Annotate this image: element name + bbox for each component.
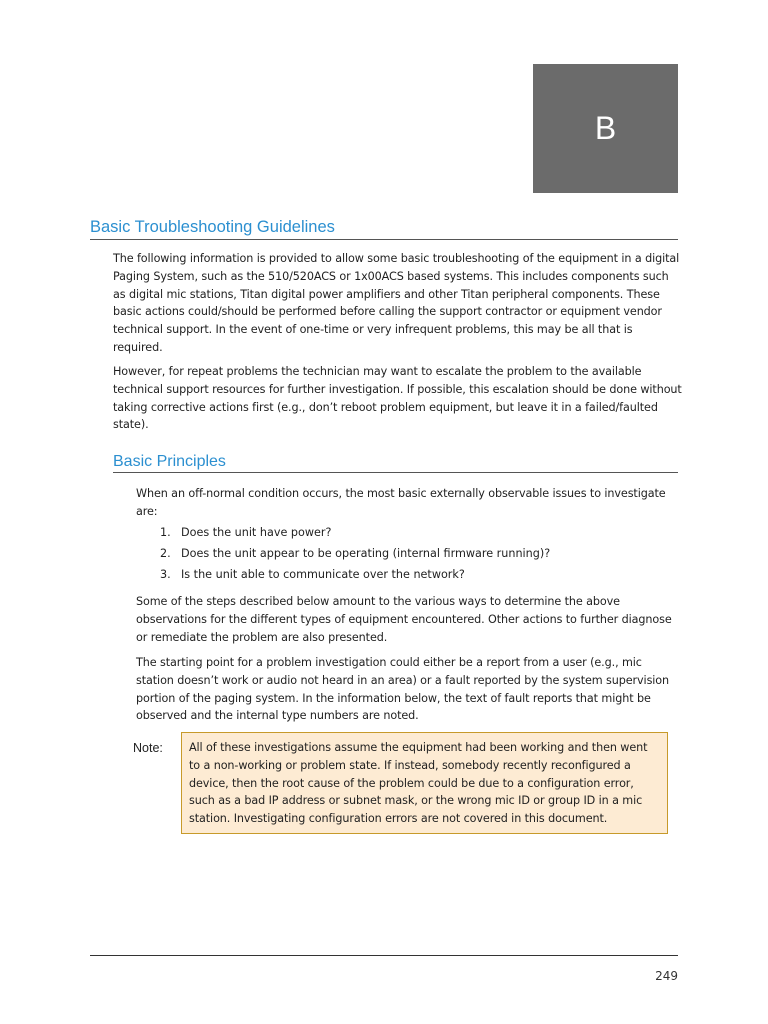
page-number: 249 (655, 969, 678, 983)
section-heading: Basic Troubleshooting Guidelines (90, 218, 678, 240)
list-item (160, 543, 550, 564)
list-item-number: 1. (160, 526, 171, 539)
principles-lead: When an off-normal condition occurs, the most basic externally observable issues to investigate are: (136, 487, 666, 518)
note-label: Note: (133, 741, 163, 755)
appendix-tab (533, 64, 678, 193)
list-item (160, 564, 550, 585)
list-item (160, 522, 550, 543)
list-item-number: 3. (160, 568, 171, 581)
list-item-number: 2. (160, 547, 171, 560)
intro-paragraph-1: The following information is provided to allow some basic troubleshooting of the equipment in a digital Paging System, such as the 510/520ACS or 1x00ACS based systems. This includes components such as digital mic stations, Titan digital power amplifiers and other Titan peripheral components. These basic actions could/should be performed before calling the support contractor or equipment vendor technical support. In the event of one-time or very infrequent problems, this may be all that is required. (113, 252, 680, 354)
list-item-text: Is the unit able to communicate over the network? (181, 568, 465, 581)
appendix-letter: B (594, 110, 617, 146)
principles-steps-paragraph: Some of the steps described below amount to the various ways to determine the above observations for the different types of equipment encountered. Other actions to further diagnose or remediate the problem are also presented. (136, 595, 672, 644)
list-item-text: Does the unit appear to be operating (internal firmware running)? (181, 547, 551, 560)
list-item-text: Does the unit have power? (181, 526, 332, 539)
note-box (181, 732, 668, 834)
note-text: All of these investigations assume the equipment had been working and then went to a non-working or problem state. If instead, somebody recently reconfigured a device, then the root cause of the problem could be due to a configuration error, such as a bad IP address or subnet mask, or the wrong mic ID or group ID in a mic station. Investigating configuration errors are not covered in this document. (189, 741, 648, 826)
footer-divider (90, 955, 678, 956)
principles-start-paragraph: The starting point for a problem investigation could either be a report from a user (e.g., mic station doesn’t work or audio not heard in an area) or a fault reported by the system supervision portion of the paging system. In the information below, the text of fault reports that might be observed and the internal type numbers are noted. (136, 656, 670, 723)
intro-paragraph-2: However, for repeat problems the technician may want to escalate the problem to the available technical support resources for further investigation. If possible, this escalation should be done without taking corrective actions first (e.g., don’t reboot problem equipment, but leave it in a failed/faulted state). (113, 365, 682, 432)
subsection-heading: Basic Principles (113, 453, 678, 473)
principles-list (160, 522, 550, 585)
